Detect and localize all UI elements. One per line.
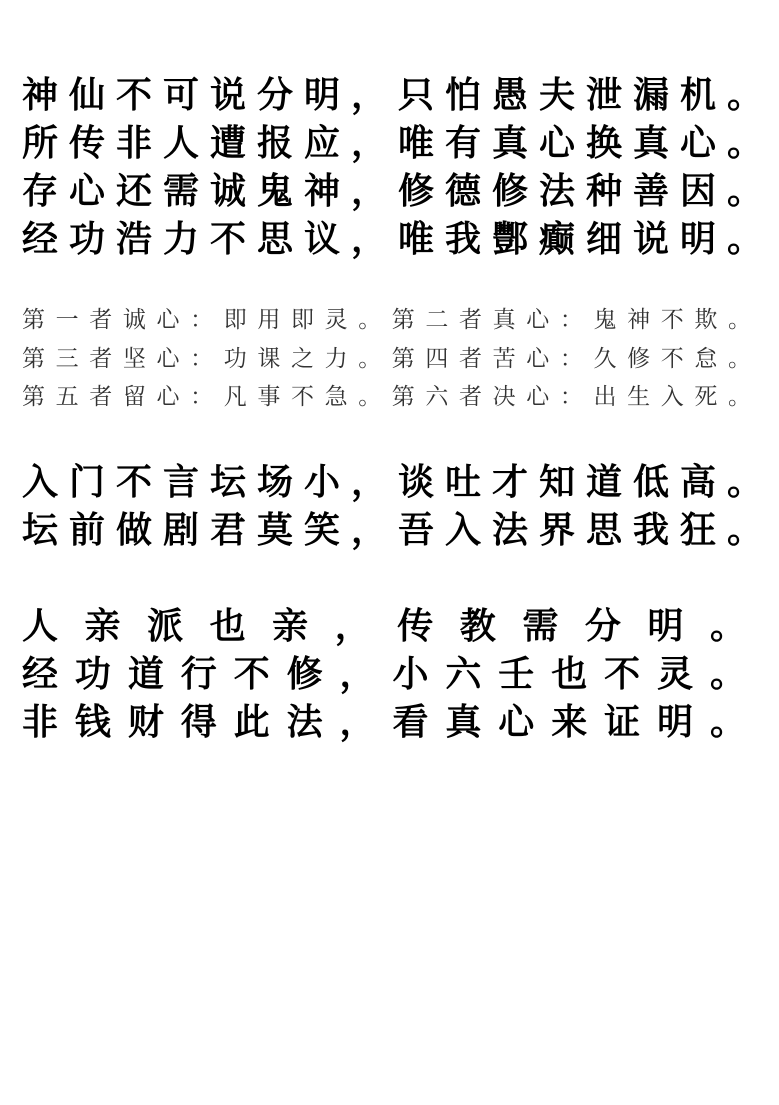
stanza3-line-2: 经功道行不修，小六壬也不灵。 [22, 654, 757, 695]
precept-line-3: 第五者留心：凡事不急。第六者决心：出生入死。 [22, 384, 757, 410]
precept-line-2: 第三者坚心：功课之力。第四者苦心：久修不怠。 [22, 346, 757, 372]
stanza1-line-4: 经功浩力不思议，唯我酆癫细说明。 [22, 219, 775, 260]
stanza2-line-1: 入门不言坛场小，谈吐才知道低高。 [22, 462, 775, 503]
stanza2-line-2: 坛前做剧君莫笑，吾入法界思我狂。 [22, 510, 775, 551]
stanza3-line-3: 非钱财得此法，看真心来证明。 [22, 702, 757, 743]
stanza1-line-2: 所传非人遭报应，唯有真心换真心。 [22, 123, 775, 164]
stanza1-line-1: 神仙不可说分明，只怕愚夫泄漏机。 [22, 75, 775, 116]
precept-line-1: 第一者诚心：即用即灵。第二者真心：鬼神不欺。 [22, 307, 757, 333]
stanza3-line-1: 人亲派也亲，传教需分明。 [22, 606, 757, 647]
stanza1-line-3: 存心还需诚鬼神，修德修法种善因。 [22, 171, 775, 212]
